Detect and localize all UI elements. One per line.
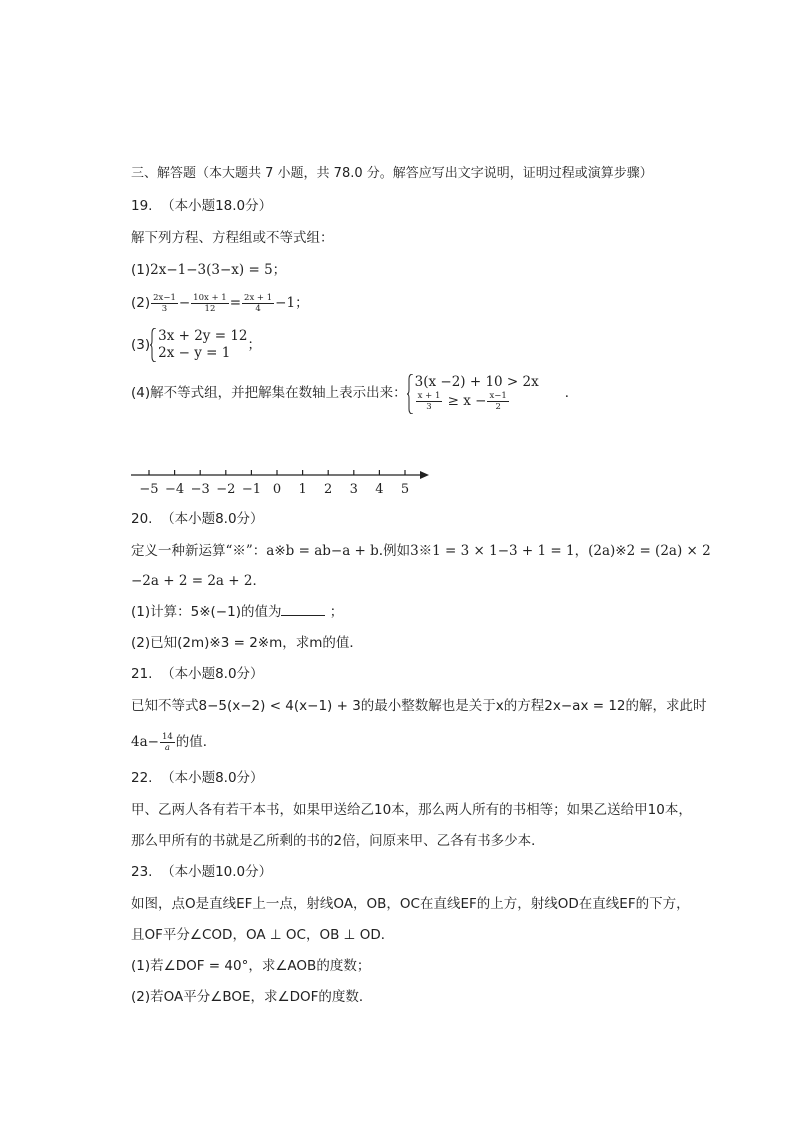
q19-p2-equals: = [229, 295, 242, 311]
q20-part1 [131, 603, 343, 621]
q20-line-1: 定义一种新运算“※”：a※b = ab−a + b.例如3※1 = 3 × 1−3 + 1 = 1，(2a)※2 = (2a) × 2 [131, 543, 711, 559]
q19-p4-row-2: $\frac{x + 1}{3}$ ≥ x − $\frac{x-1}{2}$ [417, 391, 507, 412]
number-line-tick-label: −1 [241, 482, 261, 497]
q19-score: （本小题18.0分） [161, 198, 273, 214]
number-line-tick-label: 5 [400, 482, 410, 497]
q20-header [131, 510, 264, 528]
number-line-tick-label: −3 [190, 482, 210, 497]
number-line-tick-label: 1 [298, 482, 307, 497]
q19-p1-equation: 2x−1−3(3−x) = 5； [150, 262, 287, 278]
number-line-tick-label: −4 [165, 482, 185, 497]
q21-line-1: 已知不等式8−5(x−2) < 4(x−1) + 3的最小整数解也是关于x的方程2x−ax = 12的解，求此时 [131, 698, 707, 714]
q19-p3-row-2: 2x − y = 1 [158, 345, 231, 361]
q19-part2 [131, 289, 309, 317]
number-line-tick-label: −2 [216, 482, 236, 497]
q19-p4-fraction-1: $\frac{x + 1}{3}$ [417, 391, 441, 412]
q19-part1 [131, 261, 286, 279]
q23-line-1: 如图，点O是直线EF上一点，射线OA，OB，OC在直线EF的上方，射线OD在直线EF的下方， [131, 896, 690, 912]
q23-part2: (2)若OA平分∠BOE，求∠DOF的度数． [131, 989, 373, 1005]
q20-part2: (2)已知(2m)※3 = 2※m，求m的值． [131, 635, 363, 651]
q21-line-2: 4a− $\frac{14}{a}$ 的值． [131, 731, 217, 753]
q19-p1-label: (1) [131, 262, 151, 278]
q19-p4-row-1: 3(x −2) + 10 > 2x [414, 374, 539, 390]
q19-p4-tail: ． [564, 385, 579, 401]
number-line-tick-label: 4 [375, 482, 384, 497]
answer-blank [281, 603, 325, 616]
section-header: 三、解答题（本大题共 7 小题，共 78.0 分。解答应写出文字说明，证明过程或演算步骤） [131, 166, 653, 181]
q21-fraction: $\frac{14}{a}$ [161, 731, 173, 753]
number-line-tick-label: 0 [272, 482, 282, 497]
q19-p3-tail: ； [247, 337, 262, 353]
number-line-tick-label: 3 [349, 482, 358, 497]
q20-score: （本小题8.0分） [161, 511, 264, 527]
arrow-right-icon [420, 471, 429, 479]
number-line-tick-label: 2 [324, 482, 333, 497]
q19-p2-tail: −1； [275, 295, 309, 311]
q19-p2-minus: − [178, 295, 191, 311]
q19-p4-fraction-2: $\frac{x-1}{2}$ [489, 391, 507, 412]
q20-p1-tail: ； [325, 604, 344, 620]
q19-intro: 解下列方程、方程组或不等式组： [131, 230, 334, 246]
q19-p2-fraction-2: $\frac{10x + 1}{12}$ [193, 292, 227, 314]
q20-line-2: −2a + 2 = 2a + 2． [131, 573, 266, 589]
q22-number: 22. [131, 770, 153, 786]
q19-p4-text: (4)解不等式组，并把解集在数轴上表示出来： [131, 385, 407, 401]
q23-header [131, 863, 272, 881]
left-brace-icon [150, 328, 157, 362]
q19-part4 [131, 372, 578, 414]
q19-number: 19. [131, 198, 153, 214]
q20-number: 20. [131, 511, 153, 527]
q22-line-1: 甲、乙两人各有若干本书，如果甲送给乙10本，那么两人所有的书相等；如果乙送给甲10本， [131, 802, 692, 818]
q19-part3 [131, 327, 261, 363]
q19-p3-row-1: 3x + 2y = 12 [158, 328, 248, 344]
q22-line-2: 那么甲所有的书就是乙所剩的书的2倍，问原来甲、乙各有书多少本． [131, 833, 545, 849]
q23-number: 23. [131, 864, 153, 880]
q21-number: 21. [131, 666, 153, 682]
left-brace-icon [407, 374, 414, 414]
q19-p2-label: (2) [131, 295, 151, 311]
q21-score: （本小题8.0分） [161, 666, 264, 682]
q19-p2-fraction-3: $\frac{2x + 1}{4}$ [244, 292, 273, 314]
q22-score: （本小题8.0分） [161, 770, 264, 786]
q23-score: （本小题10.0分） [161, 864, 273, 880]
q19-p3-system [150, 328, 247, 362]
q20-p1-text: (1)计算：5※(−1)的值为 [131, 604, 282, 620]
number-line [128, 466, 448, 502]
q23-line-2: 且OF平分∠COD，OA ⊥ OC，OB ⊥ OD． [131, 927, 395, 943]
q23-part1: (1)若∠DOF = 40°，求∠AOB的度数； [131, 958, 371, 974]
number-line-tick-label: −5 [139, 482, 159, 497]
q19-p2-fraction-1: $\frac{2x-1}{3}$ [153, 292, 176, 314]
q19-header [131, 197, 272, 215]
q19-p3-label: (3) [131, 337, 151, 353]
q19-p4-system [407, 374, 539, 412]
q22-header [131, 769, 264, 787]
q21-header [131, 665, 264, 683]
